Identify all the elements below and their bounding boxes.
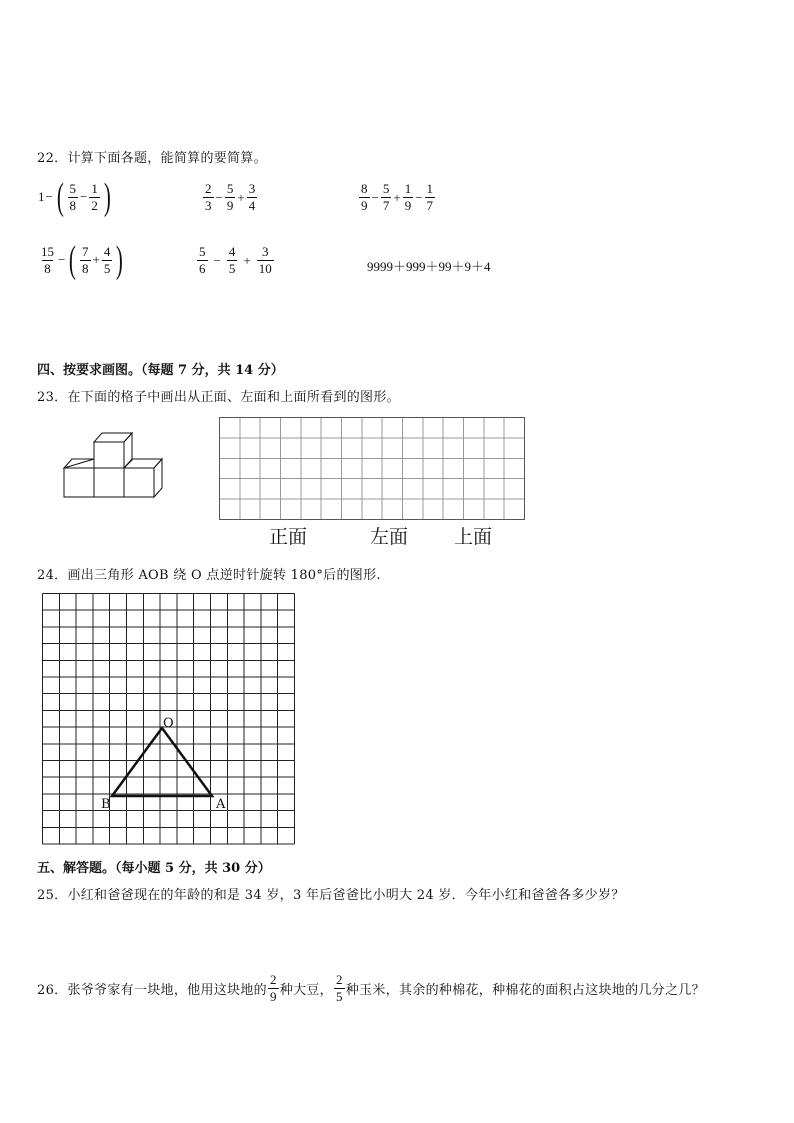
fraction: $\frac{1}{7}$	[426, 181, 434, 213]
operator: +	[243, 252, 251, 268]
right-paren: )	[103, 176, 111, 218]
expression-1	[38, 178, 114, 216]
operator: −	[371, 189, 379, 205]
fraction: $\frac{8}{9}$	[361, 181, 368, 213]
fraction: $\frac{4}{5}$	[228, 244, 236, 276]
cube-stack-figure	[60, 430, 168, 500]
fraction: $\frac{4}{5}$	[103, 243, 111, 276]
fraction: $\frac{15}{8}$	[41, 243, 54, 276]
operator: +	[237, 189, 245, 205]
question-26-title	[37, 972, 705, 1005]
q26-text-pre: 26．张爷爷家有一块地，他用这块地的	[37, 983, 267, 998]
view-drawing-grid[interactable]	[218, 417, 526, 521]
fraction: $\frac{3}{10}$	[258, 244, 272, 276]
question-23-title: 23．在下面的格子中画出从正面、左面和上面所看到的图形。	[37, 390, 400, 405]
fraction: $\frac{5}{8}$	[69, 180, 76, 213]
operator: −	[215, 189, 223, 205]
section-5-heading: 五、解答题。（每小题 5 分，共 30 分）	[37, 861, 271, 876]
q26-text-mid: 种大豆，	[279, 983, 333, 998]
expression-3	[358, 181, 436, 214]
operator: −	[80, 189, 88, 204]
fraction: $\frac{1}{9}$	[404, 181, 412, 213]
left-paren: (	[56, 176, 64, 218]
fraction: $\frac{3}{4}$	[248, 181, 256, 213]
left-paren: (	[69, 239, 77, 281]
fraction: $\frac{5}{9}$	[226, 181, 234, 213]
fraction: $\frac{5}{6}$	[199, 244, 206, 276]
expression-6: 9999＋999＋99＋9＋4	[367, 259, 491, 274]
fraction: $\frac{1}{2}$	[91, 180, 98, 213]
section-4-heading: 四、按要求画图。（每题 7 分，共 14 分）	[37, 363, 284, 378]
point-o-label: O	[163, 716, 174, 731]
fraction: $\frac{7}{8}$	[82, 243, 89, 276]
operator: −	[415, 189, 423, 205]
expression-5	[196, 244, 275, 277]
fraction: $\frac{2}{5}$	[335, 972, 343, 1004]
operator: +	[92, 252, 100, 267]
top-view-label: 上面	[454, 526, 493, 548]
fraction: $\frac{5}{7}$	[382, 181, 390, 213]
point-b-label: B	[101, 797, 111, 812]
right-paren: )	[116, 239, 124, 281]
q26-text-post: 种玉米，其余的种棉花，种棉花的面积占这块地的几分之几？	[345, 983, 705, 998]
fraction: $\frac{2}{3}$	[205, 181, 212, 213]
number: 1	[38, 189, 45, 204]
question-24-title: 24．画出三角形 AOB 绕 O 点逆时针旋转 180°后的图形.	[37, 568, 381, 583]
expression-2	[202, 181, 258, 214]
operator: −	[45, 189, 53, 204]
question-25-title: 25．小红和爸爸现在的年龄的和是 34 岁，3 年后爸爸比小明大 24 岁．今年小红和爸爸各多少岁？	[37, 888, 625, 903]
left-view-label: 左面	[370, 526, 409, 548]
operator: +	[393, 189, 401, 205]
operator: −	[58, 252, 66, 267]
expression-4	[38, 241, 126, 279]
point-a-label: A	[216, 797, 226, 812]
question-22-title: 22．计算下面各题，能简算的要简算。	[37, 151, 267, 166]
front-view-label: 正面	[269, 526, 308, 548]
operator: −	[213, 252, 221, 268]
fraction: $\frac{2}{9}$	[269, 972, 277, 1004]
